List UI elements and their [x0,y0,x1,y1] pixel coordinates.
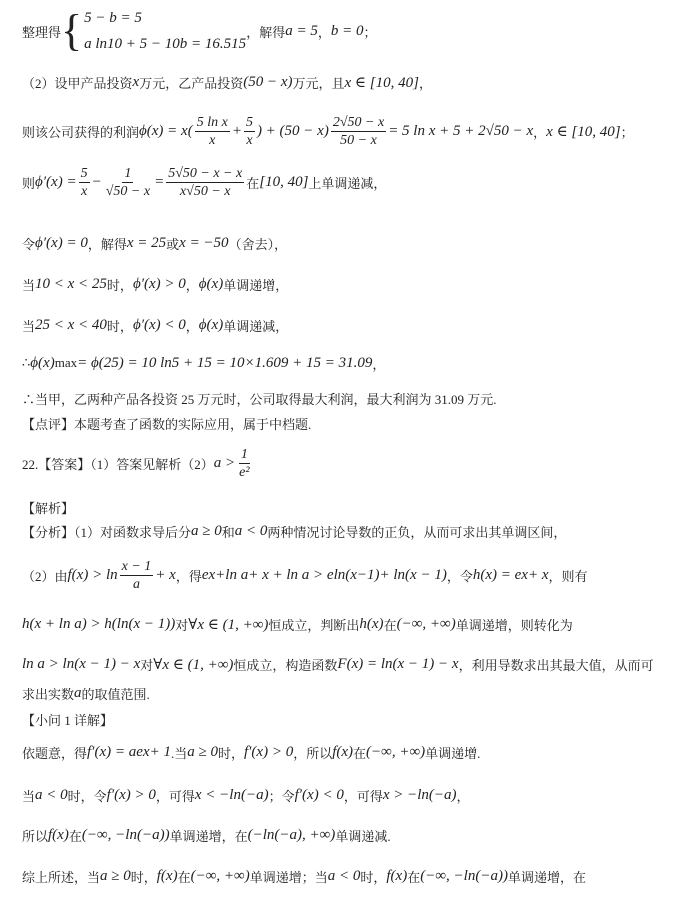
text-run: 【点评】本题考查了函数的实际应用，属于中档题. [22,416,312,432]
text-line [22,737,480,767]
text-run: 的取值范围. [81,686,150,702]
math-expression: 25 < x < 40 [35,316,107,333]
denominator: x [80,183,88,199]
math-expression: a < 0 [35,786,68,803]
fraction [237,446,251,481]
math-expression: + x [155,566,176,583]
text-line [22,704,113,734]
text-run: 在 [353,745,367,761]
fraction [79,165,90,200]
text-run: 单调递减. [335,828,391,844]
math-expression: − [91,173,102,190]
math-expression: x = 25 [126,234,167,251]
fraction [166,165,244,200]
math-expression: a [74,684,82,701]
math-expression: (−∞, +∞) [190,867,250,884]
text-run: 时，令 [67,788,107,804]
text-line [22,67,432,97]
text-run: 单调递增， [223,277,289,293]
text-line [22,861,586,891]
text-run: 单调递减， [223,318,289,334]
math-expression: + x + ln a > e [248,566,334,583]
denominator: x [209,132,216,148]
superscript: x+ln a [208,566,249,583]
math-expression: h(x) [359,615,384,632]
math-expression: x ∈ [10, 40] [546,123,621,140]
text-line [22,448,254,478]
denominator: 50 − x [340,132,377,148]
denominator: a [132,576,140,592]
math-expression: + ln(x − 1) [379,566,447,583]
text-run: ∴当甲，乙两种产品各投资 25 万元时，公司取得最大利润，最大利润为 31.09 万元. [22,391,497,407]
math-expression: ϕ′(x) > 0 [132,275,186,292]
math-expression: a > [213,454,236,471]
math-expression: x = −50 [179,234,229,251]
equation-system [61,5,246,57]
text-run: ，解得 [246,24,286,40]
denominator: √50 − x [105,183,151,199]
text-run: 在 [246,175,260,191]
text-line [22,348,385,378]
denominator: e² [239,464,250,480]
text-run: ； [363,24,377,40]
numerator: 5 ln x [196,114,228,130]
text-run: 【分析】（1）对函数求导后分 [22,524,192,540]
text-line [22,609,573,639]
text-run: 单调递增，在 [507,869,586,885]
text-run: 则该公司获得的利润 [22,124,140,140]
math-expression: x > −ln(−a) [382,786,457,803]
text-run: 在 [383,617,397,633]
text-run: ，则有 [548,568,588,584]
text-run: 时， [130,869,157,885]
math-expression: (50 − x) [243,73,293,90]
subscript: max [54,355,78,370]
numerator: 5 [80,165,88,181]
math-expression: + 1 [149,743,171,760]
superscript: ln(x−1) [333,566,380,583]
text-run: ， [372,356,386,372]
text-run: ，可得 [343,788,383,804]
fraction [195,114,230,149]
math-expression: ϕ′(x) = [35,173,77,190]
math-expression: ln a > ln(x − 1) − x [22,655,141,672]
text-run: 恒成立，构造函数 [233,657,338,673]
text-run: ； [620,124,634,140]
math-expression: x [132,73,140,90]
text-run: 则 [22,175,36,191]
text-run: 单调递增；当 [249,869,328,885]
math-expression: ϕ(x) = x( [139,122,193,139]
numerator: 1 [240,446,248,462]
text-line [22,269,288,299]
text-run: 单调递增. [425,745,481,761]
math-expression: a ≥ 0 [187,743,218,760]
text-run: 当 [22,318,36,334]
text-run: ，利用导数求出其最大值，从而可 [458,657,654,673]
text-run: ， [317,24,331,40]
text-run: 综上所述，当 [22,869,101,885]
text-line [22,167,386,197]
text-line [22,516,566,546]
text-run: 时， [217,745,244,761]
text-run: 22.【答案】（1）答案见解析（2） [22,456,214,472]
math-expression: h(x) = e [472,566,522,583]
text-line [22,116,634,146]
math-expression: f(x) [48,826,69,843]
math-expression: a = 5 [285,22,318,39]
math-expression: a ≥ 0 [191,522,222,539]
math-expression: f′(x) > 0 [106,786,156,803]
equation-rows [84,5,246,57]
math-expression: = 5 ln x + 5 + 2√50 − x [388,122,534,139]
text-run: ，令 [446,568,473,584]
numerator: 2√50 − x [332,114,385,130]
text-run: 在 [177,869,191,885]
math-expression: = [154,173,165,190]
math-expression: (−∞, +∞) [366,743,426,760]
math-expression: x ∈ [10, 40] [344,74,419,91]
text-run: （舍去）， [228,236,288,252]
text-run: ；令 [268,788,295,804]
text-run: 求出实数 [22,686,75,702]
text-run: 在 [68,828,82,844]
text-run: 单调递增，在 [169,828,248,844]
math-expression: f(x) > ln [67,566,118,583]
math-expression: ϕ(x) [198,275,224,292]
text-line [22,780,470,810]
brace-symbol: { [61,6,83,55]
numerator: x − 1 [121,558,152,574]
math-expression: h(x + ln a) > h(ln(x − 1)) [22,615,176,632]
math-expression: ∀x ∈ (1, +∞) [153,656,234,673]
math-expression: ) + (50 − x) [256,122,329,139]
fraction [244,114,255,149]
numerator: 1 [124,165,132,181]
math-expression: ϕ′(x) < 0 [132,316,186,333]
text-line [22,6,377,55]
text-run: 或 [166,236,180,252]
text-run: 对 [175,617,189,633]
text-run: 万元，且 [292,75,345,91]
numerator: 5 [245,114,253,130]
text-run: ，解得 [87,236,127,252]
text-run: ∴ [22,355,31,370]
text-run: （2）由 [22,568,68,584]
text-run: ，得 [175,568,202,584]
math-expression: F(x) = ln(x − 1) − x [337,655,459,672]
math-expression: f(x) [386,867,408,884]
text-run: 时， [106,318,133,334]
math-expression: = ϕ(25) = 10 ln5 + 15 = 10×1.609 + 15 = 31.09 [77,354,373,371]
math-expression: ϕ(x) [30,354,55,371]
math-expression: x < −ln(−a) [194,786,269,803]
math-expression: f′(x) > 0 [243,743,294,760]
math-expression: a < 0 [234,522,268,539]
text-run: （2）设甲产品投资 [22,75,133,91]
text-run: .当 [170,745,188,761]
text-run: 时， [106,277,133,293]
text-run: 对 [140,657,154,673]
numerator: 5√50 − x − x [168,165,243,181]
text-run: ，可得 [155,788,195,804]
text-run: ， [456,788,470,804]
text-run: 依题意，得 [22,745,88,761]
math-expression: a < 0 [327,867,361,884]
math-expression: b = 0 [330,22,364,39]
text-line [22,408,311,438]
math-expression: f′(x) < 0 [294,786,344,803]
text-line [22,560,588,590]
math-expression: f(x) [156,867,178,884]
text-run: 单调递增，则转化为 [455,617,573,633]
fraction [104,165,152,200]
text-run: 恒成立，判断出 [268,617,360,633]
math-expression: (−∞, −ln(−a)) [420,867,508,884]
math-expression: ∀x ∈ (1, +∞) [188,616,269,633]
math-expression: f(x) [332,743,354,760]
text-run: 在 [407,869,421,885]
text-run: 当 [22,788,36,804]
math-expression: f′(x) = ae [87,743,143,760]
text-run: ，所以 [293,745,333,761]
text-run: 【解析】 [22,500,75,516]
math-expression: [10, 40] [259,173,309,190]
text-run: ， [185,277,199,293]
equation: a ln10 + 5 − 10b = 16.515 [84,36,247,52]
math-expression: (−∞, −ln(−a)) [81,826,170,843]
text-run: 万元，乙产品投资 [139,75,244,91]
math-expression: + x [527,566,549,583]
text-run: 上单调递减， [308,175,387,191]
text-run: 整理得 [22,24,62,40]
math-expression: (−∞, +∞) [396,615,456,632]
text-run: 【小问 1 详解】 [22,712,114,728]
math-expression: + [231,122,242,139]
text-run: ， [533,124,547,140]
text-run: ， [185,318,199,334]
fraction [120,558,154,593]
text-run: ， [418,75,432,91]
text-run: 当 [22,277,36,293]
math-expression: e [201,566,209,583]
text-line [22,820,391,850]
math-expression: a ≥ 0 [100,867,131,884]
math-expression: 10 < x < 25 [35,275,107,292]
text-run: 两种情况讨论导数的正负，从而可求出其单调区间， [267,524,567,540]
math-expression: ϕ(x) [198,316,224,333]
math-expression: ϕ′(x) = 0 [35,234,88,251]
text-run: 时， [360,869,387,885]
text-line [22,228,287,258]
denominator: x√50 − x [179,183,231,199]
equation: 5 − b = 5 [84,10,142,26]
text-line [22,310,288,340]
text-line [22,649,654,679]
text-run: 令 [22,236,36,252]
math-expression: (−ln(−a), +∞) [247,826,336,843]
superscript: x [521,566,528,583]
text-run: 和 [221,524,235,540]
text-run: 所以 [22,828,49,844]
fraction [331,114,386,149]
superscript: x [142,743,150,760]
denominator: x [246,132,253,148]
